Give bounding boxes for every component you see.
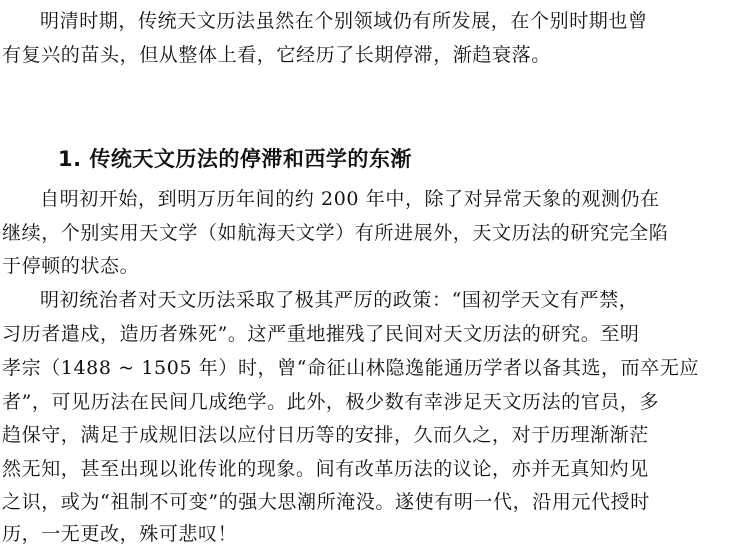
paragraph-2-line-3: 孝宗（1488 ~ 1505 年）时，曾“命征山林隐逸能通历学者以备其选，而卒无应 <box>2 357 700 379</box>
paragraph-2-line-4: 者”，可见历法在民间几成绝学。此外，极少数有幸涉足天文历法的官员，多 <box>2 391 660 413</box>
paragraph-1-line-2: 继续，个别实用天文学（如航海天文学）有所进展外，天文历法的研究完全陷 <box>2 222 669 244</box>
section-heading: 1. 传统天文历法的停滞和西学的东渐 <box>58 147 412 171</box>
intro-line-1: 明清时期，传统天文历法虽然在个别领域仍有所发展，在个别时期也曾 <box>40 10 648 32</box>
paragraph-2-line-2: 习历者遣戍，造历者殊死”。这严重地摧残了民间对天文历法的研究。至明 <box>2 323 640 345</box>
paragraph-2-line-8: 历，一无更改，殊可悲叹！ <box>2 523 238 545</box>
paragraph-2-line-1: 明初统治者对天文历法采取了极其严厉的政策：“国初学天文有严禁， <box>40 289 639 311</box>
paragraph-2-line-5: 趋保守，满足于成规旧法以应付日历等的安排，久而久之，对于历理渐渐茫 <box>2 424 649 446</box>
paragraph-1-line-1: 自明初开始，到明万历年间的约 200 年中，除了对异常天象的观测仍在 <box>40 188 660 210</box>
paragraph-2-line-7: 之识，或为“祖制不可变”的强大思潮所淹没。遂使有明一代，沿用元代授时 <box>2 491 650 513</box>
intro-line-2: 有复兴的苗头，但从整体上看，它经历了长期停滞，渐趋衰落。 <box>2 44 551 66</box>
paragraph-2-line-6: 然无知，甚至出现以讹传讹的现象。间有改革历法的议论，亦并无真知灼见 <box>2 458 649 480</box>
paragraph-1-line-3: 于停顿的状态。 <box>2 255 140 277</box>
